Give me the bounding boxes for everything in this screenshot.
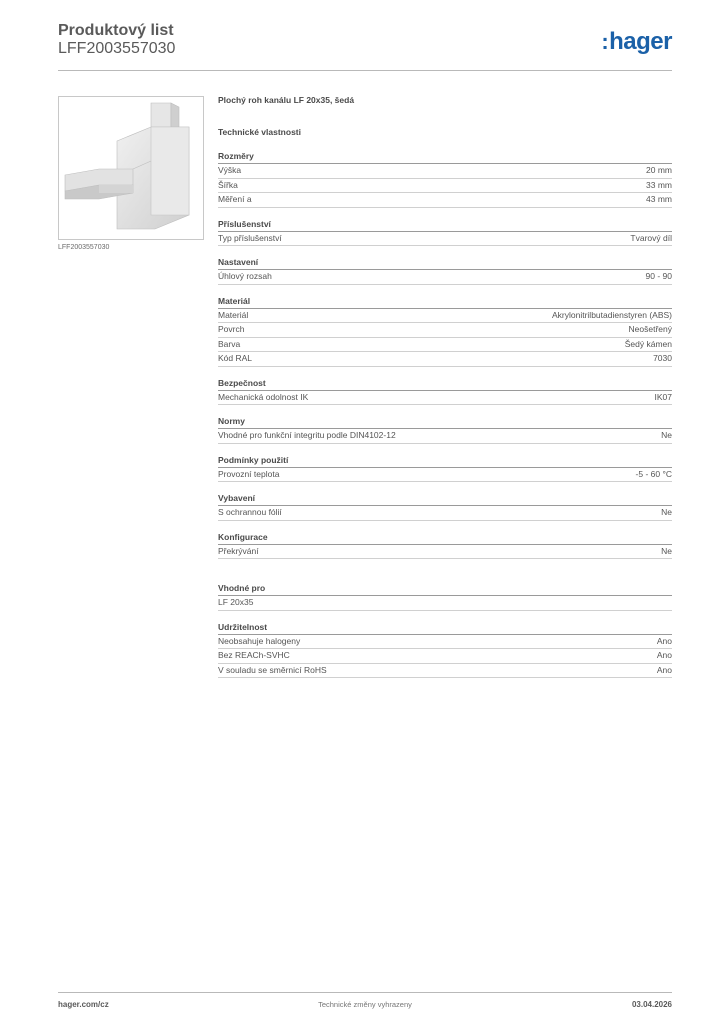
table-row (218, 179, 672, 194)
section-settings (218, 257, 672, 285)
table-row (218, 309, 672, 324)
section-accessories (218, 219, 672, 247)
table-row (218, 323, 672, 338)
row-label: Provozní teplota (218, 468, 280, 479)
hager-logo (601, 28, 672, 56)
section-material (218, 296, 672, 367)
table-row (218, 596, 672, 611)
table-row (218, 164, 672, 179)
section-equipment (218, 493, 672, 521)
table-row (218, 193, 672, 208)
table-row (218, 338, 672, 353)
table-row (218, 232, 672, 247)
section-safety (218, 378, 672, 406)
row-label: Bez REACh-SVHC (218, 650, 290, 660)
row-label: Mechanická odolnost IK (218, 391, 309, 402)
row-value: 90 - 90 (645, 271, 672, 281)
table-row (218, 468, 672, 483)
row-label: S ochrannou fólií (218, 507, 282, 517)
row-value: Neošetřený (628, 324, 672, 334)
section-standards (218, 416, 672, 444)
row-value: 7030 (653, 353, 672, 363)
section-sustainability (218, 622, 672, 679)
row-label: Úhlový rozsah (218, 271, 272, 281)
footer-website-link[interactable]: hager.com/cz (58, 1000, 109, 1009)
footer-date: 03.04.2026 (631, 1000, 672, 1009)
footer-disclaimer: Technické změny vyhrazeny (318, 1000, 412, 1009)
logo-dots-icon: : (601, 29, 609, 54)
row-value: Ano (656, 650, 672, 660)
section-title: Rozměry (218, 151, 672, 164)
row-value: Tvarový díl (630, 232, 672, 243)
section-title: Vybavení (218, 493, 672, 506)
table-row (218, 506, 672, 521)
flat-corner-duct-icon (59, 97, 203, 239)
row-label: Typ příslušenství (218, 232, 282, 243)
row-label: Vhodné pro funkční integritu podle DIN4102-12 (218, 430, 396, 440)
row-value: Ne (661, 430, 672, 440)
row-label: Překrývání (218, 545, 259, 556)
row-label: Měření a (218, 194, 252, 204)
technical-properties-heading: Technické vlastnosti (218, 127, 301, 137)
row-label: Povrch (218, 324, 245, 334)
logo-text: hager (609, 28, 672, 55)
table-row (218, 545, 672, 560)
section-title: Udržitelnost (218, 622, 672, 635)
section-title: Vhodné pro (218, 583, 672, 596)
row-label: Výška (218, 165, 242, 175)
row-label: Materiál (218, 309, 249, 320)
row-value: Šedý kámen (624, 338, 672, 349)
section-title: Podmínky použití (218, 455, 672, 468)
section-dimensions (218, 151, 672, 208)
section-conditions (218, 455, 672, 483)
product-image (58, 96, 204, 240)
table-row (218, 270, 672, 285)
section-title: Materiál (218, 296, 672, 309)
row-label: Kód RAL (218, 353, 253, 363)
row-label: V souladu se směrnicí RoHS (218, 664, 327, 675)
document-title: Produktový list (58, 22, 174, 39)
row-label: Barva (218, 338, 241, 349)
row-label: LF 20x35 (218, 597, 254, 607)
row-value: -5 - 60 °C (635, 468, 672, 479)
product-name: Plochý roh kanálu LF 20x35, šedá (218, 95, 355, 105)
section-suitable-for (218, 583, 672, 611)
row-value: Ano (656, 635, 672, 646)
table-row (218, 391, 672, 406)
product-details (218, 95, 672, 678)
row-value: Ne (661, 507, 672, 517)
row-value: 33 mm (646, 179, 672, 190)
section-title: Nastavení (218, 257, 672, 270)
row-value: Ano (656, 664, 672, 675)
page-header (58, 20, 672, 71)
row-value: IK07 (654, 391, 672, 402)
table-row (218, 649, 672, 664)
product-code: LFF2003557030 (58, 40, 176, 57)
image-caption: LFF2003557030 (58, 244, 110, 251)
row-value: Akrylonitrilbutadienstyren (ABS) (552, 309, 672, 320)
table-row (218, 664, 672, 679)
row-value: 43 mm (646, 194, 672, 204)
table-row (218, 635, 672, 650)
row-label: Neobsahuje halogeny (218, 635, 301, 646)
table-row (218, 429, 672, 444)
section-title: Příslušenství (218, 219, 672, 232)
row-value: 20 mm (646, 165, 672, 175)
section-title: Konfigurace (218, 532, 672, 545)
page-footer (58, 992, 672, 1013)
table-row (218, 352, 672, 367)
row-label: Šířka (218, 179, 238, 190)
row-value: Ne (661, 545, 672, 556)
section-title: Bezpečnost (218, 378, 672, 391)
section-configuration (218, 532, 672, 560)
section-title: Normy (218, 416, 672, 429)
